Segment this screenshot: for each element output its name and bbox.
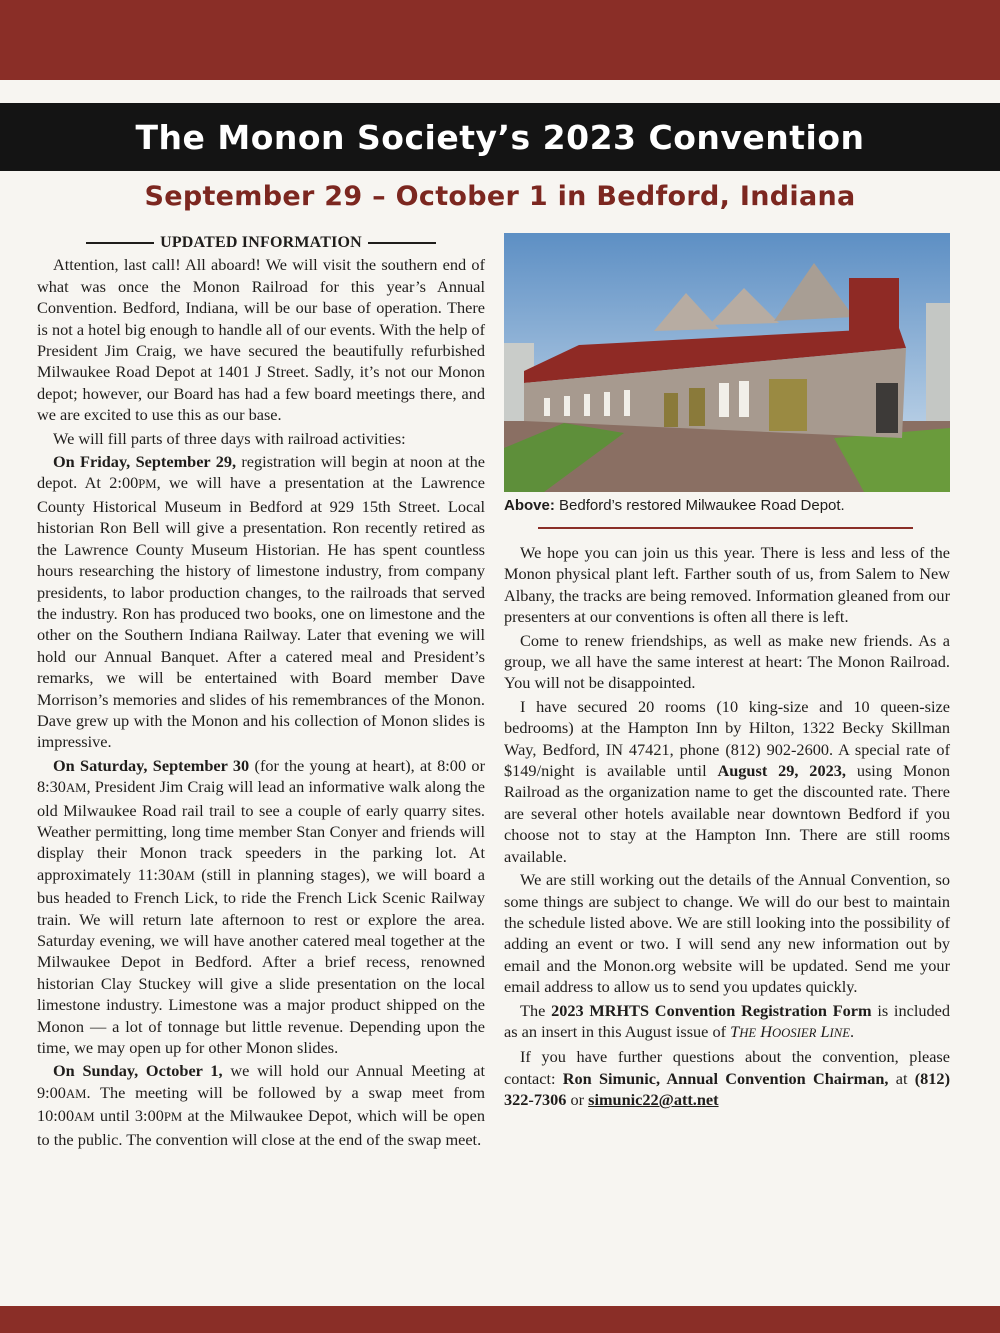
registration-paragraph bbox=[504, 1000, 950, 1045]
saturday-text-cont: , President Jim Craig will lead an informative walk along the old Milwaukee Road rail trail to see a couple of early quarry sites. Weather permitting, long time member Stan Conyer and friends will display their Monon track speeders in the parking lot. At approximately 11:30 bbox=[37, 777, 485, 884]
photo-caption bbox=[504, 497, 950, 514]
page-subtitle: September 29 – October 1 in Bedford, Indiana bbox=[144, 181, 856, 212]
registration-form-name: 2023 MRHTS Convention Registration Form bbox=[551, 1000, 872, 1020]
contact-phone: (812) 322-7306 bbox=[504, 1068, 950, 1110]
registration-text-cont: is included as an insert in this August issue of bbox=[504, 1000, 950, 1041]
friday-text: registration will begin at noon at the depot. At 2:00 bbox=[37, 452, 485, 493]
hotel-paragraph bbox=[504, 696, 950, 867]
friendships-paragraph: Come to renew friendships, as well as make new friends. As a group, we all have the same interest at heart: The Monon Railroad. You will not be disappointed. bbox=[504, 630, 950, 693]
hotel-text-cont: using Monon Railroad as the organization name to get the discounted rate. There are several other hotels available near downtown Bedford if you choose not to stay at the Hampton Inn. There are still rooms available. bbox=[504, 761, 950, 866]
right-column bbox=[504, 542, 950, 1113]
heading-rule-right bbox=[368, 242, 436, 244]
contact-email-link[interactable]: simunic22@att.net bbox=[588, 1090, 719, 1110]
sunday-pm: PM bbox=[163, 1110, 183, 1125]
friday-paragraph bbox=[37, 451, 485, 753]
section-heading-text: UPDATED INFORMATION bbox=[160, 234, 362, 251]
saturday-am-2: AM bbox=[174, 868, 195, 883]
left-column bbox=[37, 232, 485, 1152]
intro-paragraph: Attention, last call! All aboard! We will visit the southern end of what was once the Monon Railroad for this year’s Annual Convention. Bedford, Indiana, will be our base of operation. There is not a hotel big enough to handle all of our events. With the help of President Jim Craig, we have secured the beautifully refurbished Milwaukee Road Depot at 1401 J Street. Sadly, it’s not our Monon depot; however, our Board has had a few board meetings there, and we are excited to use this as our base. bbox=[37, 255, 485, 425]
details-paragraph: We are still working out the details of the Annual Convention, so some things are subject to change. We will do our best to maintain the schedule listed above. We are still looking into the possibility of adding an event or two. I will send any new information out by email and the Monon.org website will be updated. Send me your email address to allow us to send you updates quickly. bbox=[504, 870, 950, 997]
contact-or: or bbox=[566, 1090, 589, 1110]
contact-at: at bbox=[888, 1068, 915, 1088]
sunday-am-2: AM bbox=[74, 1110, 95, 1125]
saturday-lead: On Saturday, September 30 bbox=[53, 755, 250, 775]
contact-paragraph bbox=[504, 1046, 950, 1110]
contact-name: Ron Simunic, Annual Convention Chairman, bbox=[562, 1068, 889, 1088]
bottom-color-band bbox=[0, 1306, 1000, 1333]
sunday-text-4: at the Milwaukee Depot, which will be open to the public. The convention will close at the end of the swap meet. bbox=[37, 1106, 485, 1149]
saturday-paragraph bbox=[37, 755, 485, 1059]
publication-name: THE HOOSIER LINE bbox=[730, 1021, 851, 1041]
saturday-text: (for the young at heart), at 8:00 or 8:30 bbox=[37, 755, 485, 797]
title-bar bbox=[0, 103, 1000, 171]
saturday-am-1: AM bbox=[65, 781, 87, 796]
registration-text: The bbox=[520, 1000, 552, 1020]
caption-lead: Above: bbox=[504, 497, 555, 514]
hotel-text: I have secured 20 rooms (10 king-size and 10 queen-size bedrooms) at the Hampton Inn by Hilton, 1322 Becky Skillman Way, Bedford, IN 47421, phone (812) 902-2600. A special rate of $149/night is available until bbox=[504, 696, 950, 781]
hope-paragraph: We hope you can join us this year. There is less and less of the Monon physical plant left. Farther south of us, from Salem to New Albany, the tracks are being removed. Information gleaned from our presenters at our conventions is often all there is left. bbox=[504, 543, 950, 627]
caption-divider bbox=[538, 527, 913, 529]
sunday-text-2: . The meeting will be followed by a swap meet from 10:00 bbox=[37, 1082, 485, 1126]
sunday-text-3: until 3:00 bbox=[94, 1106, 164, 1126]
caption-text: Bedford’s restored Milwaukee Road Depot. bbox=[554, 497, 845, 514]
friday-pm: PM bbox=[138, 477, 157, 492]
heading-rule-left bbox=[86, 242, 154, 244]
depot-photo bbox=[504, 233, 950, 492]
registration-end: . bbox=[850, 1021, 855, 1041]
friday-text-cont: , we will have a presentation at the Lawrence County Historical Museum in Bedford at 929 15th Street. Local historian Ron Bell will give a presentation. Ron recently retired as the Lawrence County Museum Historian. He has spent countless hours researching the history of limestone industry, from company presidents, to labor production changes, to the railroads that served the industry. Ron has produced two books, one on limestone and the other on the Southern Indiana Railway. Later that evening we will hold our Annual Banquet. After a catered meal and President’s remarks, we will be entertained with Board member Dave Morrison’s memories and slides of his remembrances of the Monon. Dave grew up with the Monon and his collection of Monon slides is impressive. bbox=[37, 473, 485, 752]
activities-intro-paragraph: We will fill parts of three days with railroad activities: bbox=[53, 428, 406, 448]
sunday-paragraph bbox=[37, 1060, 485, 1150]
top-color-band bbox=[0, 0, 1000, 80]
saturday-text-end: (still in planning stages), we will board a bus headed to French Lick, to ride the French Lick Scenic Railway train. We will return late afternoon to rest or explore the area. Saturday evening, we will have another catered meal together at the Milwaukee Depot in Bedford. After a brief recess, renowned historian Clay Stuckey will give a slide presentation on the local limestone industry. Limestone was a major product shipped on the Monon — a lot of tonnage but little revenue. Depending upon the time, we may open up for other Monon slides. bbox=[37, 864, 486, 1058]
sunday-lead: On Sunday, October 1, bbox=[53, 1061, 223, 1081]
section-heading bbox=[37, 232, 485, 253]
hotel-deadline: August 29, 2023, bbox=[717, 761, 846, 781]
sunday-text: we will hold our Annual Meeting at 9:00 bbox=[37, 1061, 485, 1102]
page-title: The Monon Society’s 2023 Convention bbox=[135, 117, 865, 157]
friday-lead: On Friday, September 29, bbox=[53, 452, 237, 472]
contact-text: If you have further questions about the convention, please contact: bbox=[504, 1047, 950, 1088]
sunday-am-1: AM bbox=[65, 1086, 87, 1101]
